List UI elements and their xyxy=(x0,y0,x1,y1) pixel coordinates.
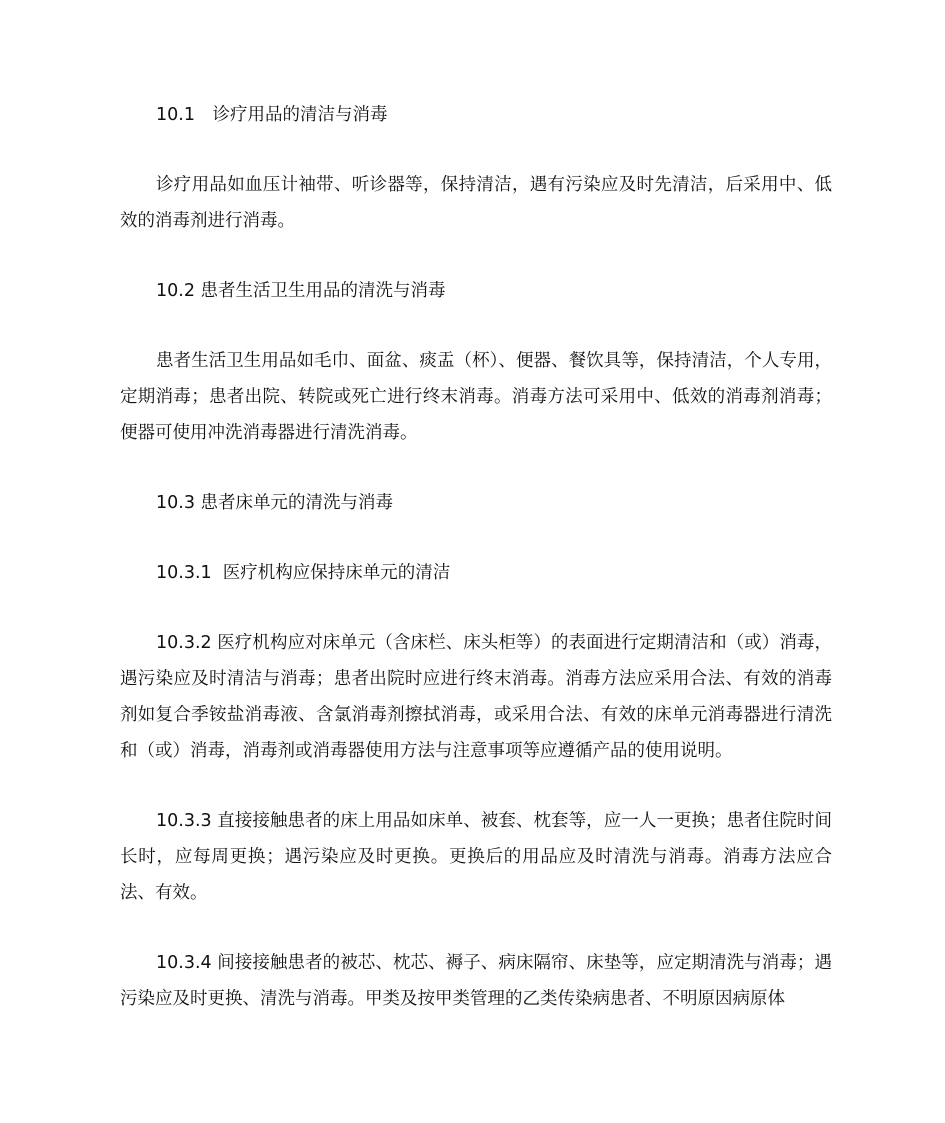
section-10-1-body: 诊疗用品如血压计袖带、听诊器等，保持清洁，遇有污染应及时先清洁，后采用中、低效的消毒剂进行消毒。 xyxy=(120,175,832,231)
section-10-2-title: 10.2 患者生活卫生用品的清洗与消毒 xyxy=(156,281,446,301)
section-10-2-body: 患者生活卫生用品如毛巾、面盆、痰盂（杯）、便器、餐饮具等，保持清洁，个人专用，定期消毒；患者出院、转院或死亡进行终末消毒。消毒方法可采用中、低效的消毒剂消毒；便器可使用冲洗消毒器进行清洗消毒。 xyxy=(120,351,832,443)
section-10-3-1: 10.3.1 医疗机构应保持床单元的清洁 xyxy=(156,563,451,583)
spacer xyxy=(120,911,832,945)
spacer xyxy=(120,239,832,273)
section-10-1-title: 10.1 诊疗用品的清洁与消毒 xyxy=(156,105,388,125)
spacer xyxy=(120,591,832,625)
document-content xyxy=(120,97,832,1017)
spacer xyxy=(120,309,832,343)
spacer xyxy=(120,133,832,167)
spacer xyxy=(120,521,832,555)
section-10-3-title: 10.3 患者床单元的清洗与消毒 xyxy=(156,493,394,513)
section-10-3-2: 10.3.2 医疗机构应对床单元（含床栏、床头柜等）的表面进行定期清洁和（或）消毒，遇污染应及时清洁与消毒；患者出院时应进行终末消毒。消毒方法应采用合法、有效的消毒剂如复合季铵盐消毒液、含氯消毒剂擦拭消毒，或采用合法、有效的床单元消毒器进行清洗和（或）消毒，消毒剂或消毒器使用方法与注意事项等应遵循产品的使用说明。 xyxy=(120,633,832,761)
spacer xyxy=(120,769,832,803)
section-10-3-3: 10.3.3 直接接触患者的床上用品如床单、被套、枕套等，应一人一更换；患者住院时间长时，应每周更换；遇污染应及时更换。更换后的用品应及时清洗与消毒。消毒方法应合法、有效。 xyxy=(120,811,832,903)
section-10-3-4: 10.3.4 间接接触患者的被芯、枕芯、褥子、病床隔帘、床垫等，应定期清洗与消毒；遇污染应及时更换、清洗与消毒。甲类及按甲类管理的乙类传染病患者、不明原因病原体 xyxy=(120,953,832,1009)
spacer xyxy=(120,451,832,485)
